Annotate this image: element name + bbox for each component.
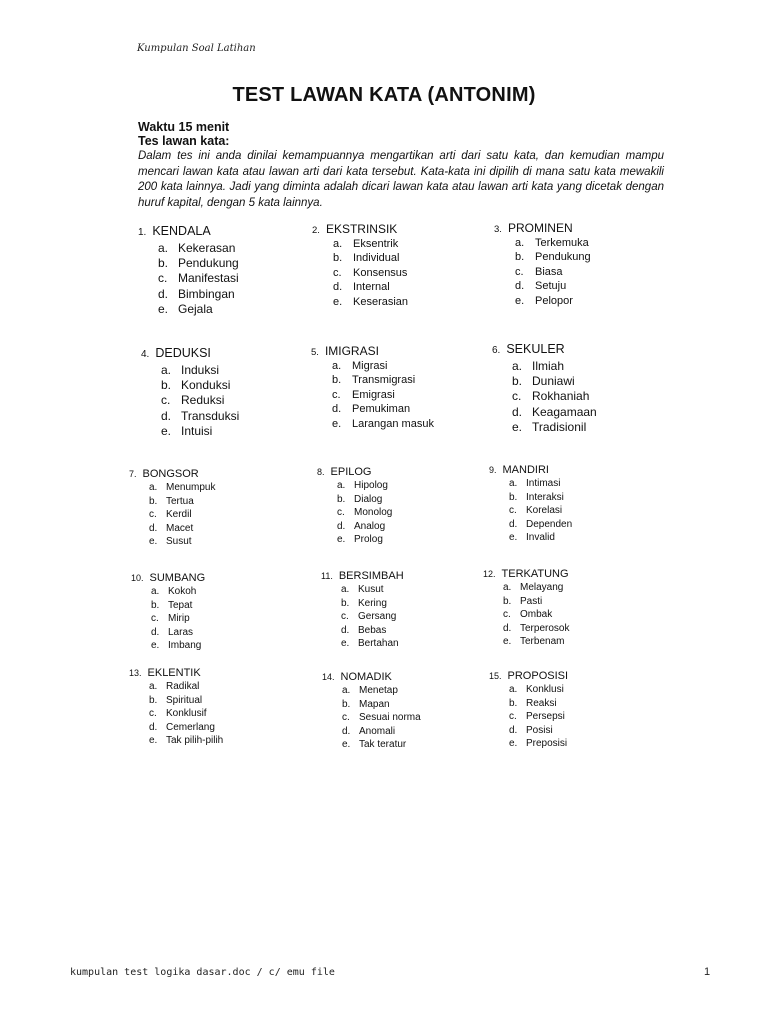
question-word: EKLENTIK [147, 667, 201, 679]
question-number: 8. [317, 467, 325, 477]
question-7 [129, 469, 215, 551]
option-a: a. Induksi [161, 363, 220, 377]
option-a: a. Kusut [341, 584, 384, 595]
question-10 [131, 573, 205, 655]
option-d: d. Anomali [342, 725, 396, 737]
question-1 [138, 225, 239, 318]
option-c: c. Emigrasi [332, 388, 395, 401]
test-type-label: Tes lawan kata: [138, 134, 230, 148]
option-d: d. Internal [333, 281, 390, 293]
option-e: e. Intuisi [161, 423, 213, 438]
option-b: b. Pendukung [515, 251, 591, 263]
question-8 [317, 467, 392, 549]
question-word: SUMBANG [149, 572, 206, 584]
option-d: d. Setuju [515, 280, 567, 292]
question-number: 13. [129, 668, 142, 678]
option-c: c. Gersang [341, 611, 397, 623]
option-c: c. Biasa [515, 265, 563, 278]
option-d: d. Keagamaan [512, 404, 597, 419]
option-b: b. Spiritual [149, 694, 203, 706]
question-number: 3. [494, 224, 502, 235]
page-title: TEST LAWAN KATA (ANTONIM) [232, 84, 536, 106]
option-a: a. Kokoh [151, 586, 197, 597]
question-4 [141, 347, 239, 440]
question-number: 12. [483, 569, 496, 579]
question-word: DEDUKSI [155, 346, 211, 360]
question-6 [492, 343, 597, 436]
option-a: a. Intimasi [509, 478, 561, 489]
option-a: a. Hipolog [337, 480, 388, 491]
question-9 [489, 465, 572, 547]
option-a: a. Migrasi [332, 359, 388, 372]
option-b: b. Individual [333, 252, 400, 264]
option-d: d. Pemukiman [332, 403, 411, 415]
question-14 [322, 672, 421, 754]
question-number: 14. [322, 672, 335, 682]
option-a: a. Menumpuk [149, 482, 216, 493]
option-b: b. Pasti [503, 595, 543, 607]
option-c: c. Sesuai norma [342, 712, 421, 724]
option-b: b. Pendukung [158, 256, 239, 271]
question-word: SEKULER [506, 342, 565, 356]
question-12 [483, 569, 569, 651]
option-c: c. Manifestasi [158, 271, 239, 286]
question-word: IMIGRASI [324, 344, 379, 358]
option-e: e. Invalid [509, 532, 555, 544]
option-c: c. Monolog [337, 507, 393, 519]
question-word: NOMADIK [340, 671, 392, 683]
option-d: d. Analog [337, 520, 386, 532]
question-word: PROPOSISI [507, 670, 569, 682]
option-a: a. Radikal [149, 681, 200, 692]
question-number: 11. [321, 571, 333, 581]
option-b: b. Tertua [149, 495, 194, 507]
question-11 [321, 571, 404, 653]
option-e: e. Gejala [158, 301, 213, 316]
question-number: 15. [489, 671, 502, 681]
question-13 [129, 668, 223, 750]
option-b: b. Interaksi [509, 491, 564, 503]
question-3 [494, 222, 591, 310]
option-d: d. Bebas [341, 624, 387, 636]
option-e: e. Larangan masuk [332, 417, 434, 430]
page-number: 1 [704, 966, 711, 978]
option-d: d. Bimbingan [158, 286, 235, 301]
option-a: a. Eksentrik [333, 237, 399, 250]
question-number: 4. [141, 349, 150, 360]
option-e: e. Pelopor [515, 294, 573, 307]
option-d: d. Transduksi [161, 408, 240, 423]
option-c: c. Kerdil [149, 509, 192, 521]
option-e: e. Imbang [151, 640, 202, 652]
option-c: c. Reduksi [161, 393, 225, 408]
option-e: e. Susut [149, 536, 192, 548]
option-c: c. Persepsi [509, 711, 565, 723]
option-a: a. Melayang [503, 582, 564, 593]
question-number: 2. [312, 225, 320, 236]
question-number: 10. [131, 573, 144, 583]
question-word: KENDALA [152, 224, 211, 238]
option-d: d. Terperosok [503, 622, 570, 634]
option-c: c. Korelasi [509, 505, 563, 517]
question-2 [312, 223, 408, 311]
footer-file-path: kumpulan test logika dasar.doc / c/ emu file [70, 967, 335, 978]
option-e: e. Prolog [337, 534, 383, 546]
question-word: MANDIRI [502, 464, 549, 476]
option-b: b. Mapan [342, 698, 390, 710]
option-a: a. Konklusi [509, 684, 564, 695]
question-number: 9. [489, 465, 497, 475]
option-a: a. Ilmiah [512, 359, 565, 373]
option-b: b. Konduksi [161, 378, 231, 393]
option-b: b. Duniawi [512, 374, 575, 389]
option-e: e. Terbenam [503, 636, 565, 648]
option-d: d. Macet [149, 522, 194, 534]
option-e: e. Tradisionil [512, 419, 587, 434]
question-number: 1. [138, 227, 147, 238]
option-d: d. Posisi [509, 724, 553, 736]
option-b: b. Dialog [337, 493, 383, 505]
option-b: b. Tepat [151, 599, 193, 611]
question-number: 7. [129, 469, 137, 479]
option-c: c. Mirip [151, 613, 190, 625]
option-a: a. Terkemuka [515, 236, 589, 249]
question-word: TERKATUNG [501, 568, 569, 580]
question-word: PROMINEN [507, 221, 573, 235]
question-5 [311, 345, 434, 433]
instructions-text: Dalam tes ini anda dinilai kemampuannya mengartikan arti dari satu kata, dan kemudian mampu mencari lawan kata atau lawan arti dari kata tersebut. Kata-kata ini dipilih di mana satu kata mewakili 200 kata lainnya. Jadi yang diminta adalah dicari lawan kata atau lawan arti kata yang dicetak dengan huruf kapital, dengan 5 kata lainnya. [138, 150, 664, 209]
question-word: EPILOG [330, 466, 372, 478]
option-a: a. Kekerasan [158, 241, 236, 255]
option-d: d. Cemerlang [149, 721, 215, 733]
option-e: e. Keserasian [333, 295, 409, 308]
question-15 [489, 671, 568, 753]
option-e: e. Bertahan [341, 638, 399, 650]
option-d: d. Laras [151, 626, 194, 638]
option-e: e. Tak pilih-pilih [149, 735, 224, 747]
option-b: b. Transmigrasi [332, 374, 416, 386]
question-number: 5. [311, 347, 319, 358]
option-d: d. Dependen [509, 518, 573, 530]
option-c: c. Ombak [503, 609, 553, 621]
option-b: b. Reaksi [509, 697, 557, 709]
time-limit: Waktu 15 menit [138, 120, 230, 134]
question-number: 6. [492, 345, 501, 356]
question-word: BONGSOR [142, 468, 199, 480]
option-e: e. Tak teratur [342, 739, 407, 751]
option-c: c. Konsensus [333, 266, 408, 279]
option-c: c. Konklusif [149, 708, 207, 720]
option-a: a. Menetap [342, 685, 398, 696]
option-e: e. Preposisi [509, 738, 568, 750]
question-word: BERSIMBAH [338, 570, 404, 582]
header-note: Kumpulan Soal Latihan [137, 43, 256, 54]
instructions-block [138, 120, 664, 211]
option-c: c. Rokhaniah [512, 389, 590, 404]
option-b: b. Kering [341, 597, 387, 609]
question-word: EKSTRINSIK [325, 222, 398, 236]
